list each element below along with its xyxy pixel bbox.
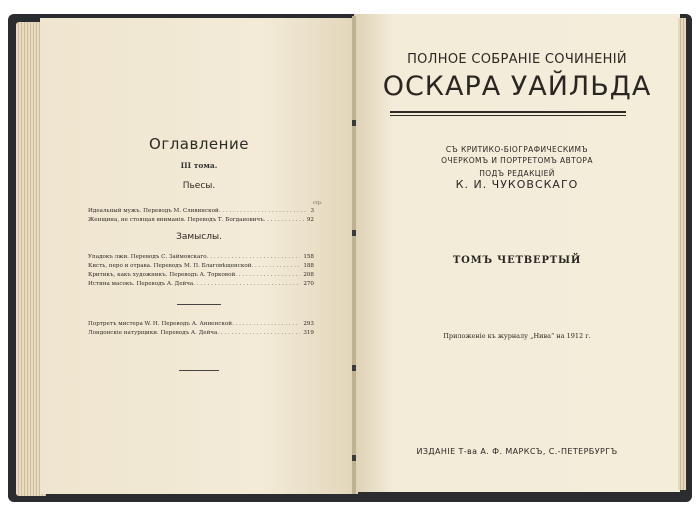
subtitle-line-1: СЪ КРИТИКО-БІОГРАФИЧЕСКИМЪ xyxy=(445,145,589,154)
toc-entry-title: Истина масокъ. Переводъ А. Дейча xyxy=(88,281,194,287)
toc-entry xyxy=(88,281,314,290)
left-page xyxy=(40,18,358,494)
toc-entry-title: Портретъ мистера W. H. Переводъ А. Анненской xyxy=(88,321,232,327)
toc-entry xyxy=(88,321,314,330)
binding-stitch xyxy=(352,120,356,126)
toc-entry-page: 293 xyxy=(303,321,314,327)
toc-entry-page: 270 xyxy=(303,281,314,287)
toc-entry-title: Идеальный мужъ. Переводъ М. Сливинской xyxy=(88,208,219,214)
toc-entry-page: 208 xyxy=(303,272,314,278)
toc-entry-title: Критикъ, какъ художникъ. Переводъ А. Торковой xyxy=(88,272,236,278)
toc-entry-page: 3 xyxy=(310,208,314,214)
toc-divider xyxy=(179,370,219,371)
toc-entry-title: Упадокъ лжи. Переводъ С. Займовскаго xyxy=(88,254,207,260)
toc-title: Оглавление xyxy=(149,135,249,153)
subtitle-line-2: ОЧЕРКОМЪ И ПОРТРЕТОМЪ АВТОРА xyxy=(441,156,593,165)
binding-stitch xyxy=(352,365,356,371)
toc-entry xyxy=(88,254,314,263)
right-page xyxy=(354,14,680,492)
toc-entry xyxy=(88,217,314,226)
toc-divider xyxy=(177,304,221,305)
binding-stitch xyxy=(352,230,356,236)
title-line-1: ПОЛНОЕ СОБРАНІЕ СОЧИНЕНІЙ xyxy=(407,52,627,67)
toc-entry xyxy=(88,263,314,272)
title-author: ОСКАРА УАЙЛЬДА xyxy=(382,71,652,102)
editor-name: К. И. ЧУКОВСКАГО xyxy=(455,178,579,191)
toc-entry-page: 188 xyxy=(303,263,314,269)
binding-stitch xyxy=(352,455,356,461)
volume-title: ТОМЪ ЧЕТВЕРТЫЙ xyxy=(452,255,582,266)
toc-entry-title: Кисть, перо и отрава. Переводъ М. П. Благовѣщенской xyxy=(88,263,252,269)
toc-entry xyxy=(88,330,314,339)
toc-entry-title: Лондонскіе натурщики. Переводъ А. Дейча xyxy=(88,330,218,336)
toc-entry xyxy=(88,208,314,217)
toc-entry-page: 158 xyxy=(303,254,314,260)
title-rule xyxy=(390,111,626,113)
title-rule xyxy=(390,115,626,116)
toc-section-ideas: Замыслы. xyxy=(176,232,222,242)
editor-label: ПОДЪ РЕДАКЦІЕЙ xyxy=(479,169,555,178)
book-gutter xyxy=(352,16,356,494)
toc-entry-title: Женщина, не стоящая вниманія. Переводъ Т. Богдановичъ xyxy=(88,217,264,223)
page-edges-right xyxy=(678,18,686,490)
toc-section-plays: Пьесы. xyxy=(182,181,216,191)
publisher-line: ИЗДАНІЕ Т-ва А. Ф. МАРКСЪ, С.-ПЕТЕРБУРГЪ xyxy=(416,447,618,456)
toc-volume: III тома. xyxy=(180,161,218,170)
toc-page-column-label: стр. xyxy=(313,201,323,206)
toc-entry xyxy=(88,272,314,281)
toc-entry-page: 92 xyxy=(306,217,314,223)
toc-entry-page: 319 xyxy=(303,330,314,336)
appendix-note: Приложеніе къ журналу „Нива“ на 1912 г. xyxy=(443,332,591,340)
